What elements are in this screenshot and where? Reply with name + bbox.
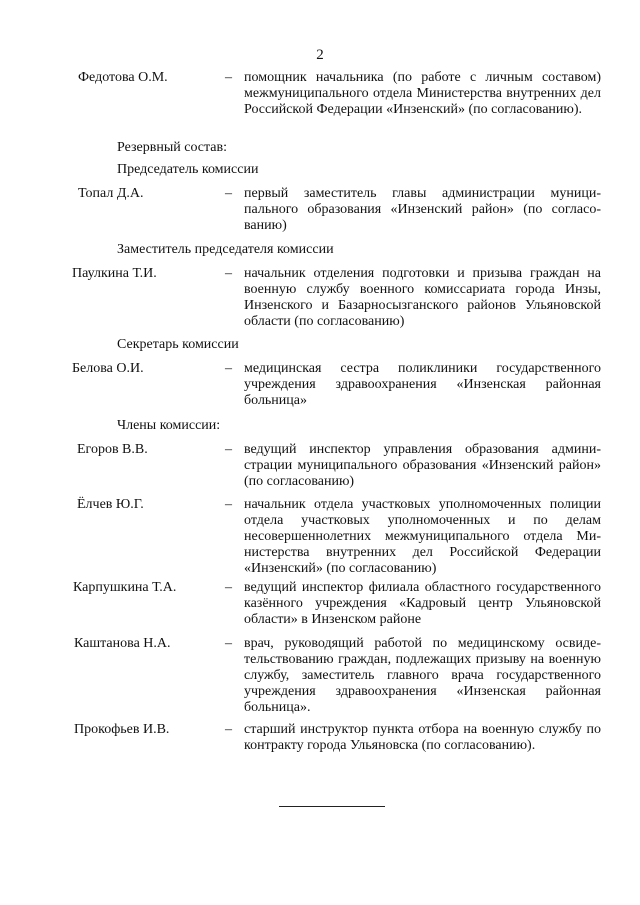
member-name: Ёлчев Ю.Г. [77,497,144,512]
member-name: Федотова О.М. [78,70,168,85]
dash-separator: – [225,722,232,737]
member-name: Прокофьев И.В. [74,722,170,737]
member-role: начальник отдела участковых уполномоченных полиции отдела участковых уполномоченных и по делам несовершеннолетних межмуниципального отдела Министерства внутренних дел Российской Федерации «Инзенский» (по согласованию) [244,497,601,576]
dash-separator: – [225,361,232,376]
member-name: Белова О.И. [72,361,144,376]
page-number: 2 [316,47,324,63]
member-role: начальник отделения подготовки и призыва граждан на военную службу военного комиссариата города Инзы, Инзенского и Базарносызганского районов Ульяновской области (по согласованию) [244,266,601,329]
member-name: Топал Д.А. [78,186,144,201]
member-role: медицинская сестра поликлиники государственного учреждения здравоохранения «Инзенская районная больница» [244,361,601,408]
heading-secretary: Секретарь комиссии [117,337,239,352]
member-role: ведущий инспектор филиала областного государственного казённого учреждения «Кадровый центр Ульяновской области» в Инзенском районе [244,580,601,627]
member-name: Паулкина Т.И. [72,266,157,281]
heading-reserve-composition: Резервный состав: [117,140,228,155]
dash-separator: – [225,266,232,281]
member-name: Каштанова Н.А. [74,636,171,651]
member-role: врач, руководящий работой по медицинскому освидетельствованию граждан, подлежащих призыву на военную службу, заместитель главного врача государственного учреждения здравоохранения «Инзенская районная больница». [244,636,601,715]
member-role: помощник начальника (по работе с личным составом) межмуниципального отдела Министерства внутренних дел Российской Федерации «Инзенский» (по согласованию). [244,70,601,117]
heading-members: Члены комиссии: [117,418,221,433]
member-role: ведущий инспектор управления образования администрации муниципального образования «Инзенский район» (по согласованию) [244,442,601,489]
dash-separator: – [225,636,232,651]
member-name: Карпушкина Т.А. [73,580,177,595]
member-role: первый заместитель главы администрации муниципального образования «Инзенский район» (по согласованию) [244,186,601,233]
dash-separator: – [225,70,232,85]
member-name: Егоров В.В. [77,442,148,457]
heading-deputy-chairman: Заместитель председателя комиссии [117,242,334,257]
member-role: старший инструктор пункта отбора на военную службу по контракту города Ульяновска (по согласованию). [244,722,601,753]
end-of-list-rule [279,806,385,807]
dash-separator: – [225,497,232,512]
heading-chairman: Председатель комиссии [117,162,259,177]
dash-separator: – [225,186,232,201]
dash-separator: – [225,580,232,595]
dash-separator: – [225,442,232,457]
